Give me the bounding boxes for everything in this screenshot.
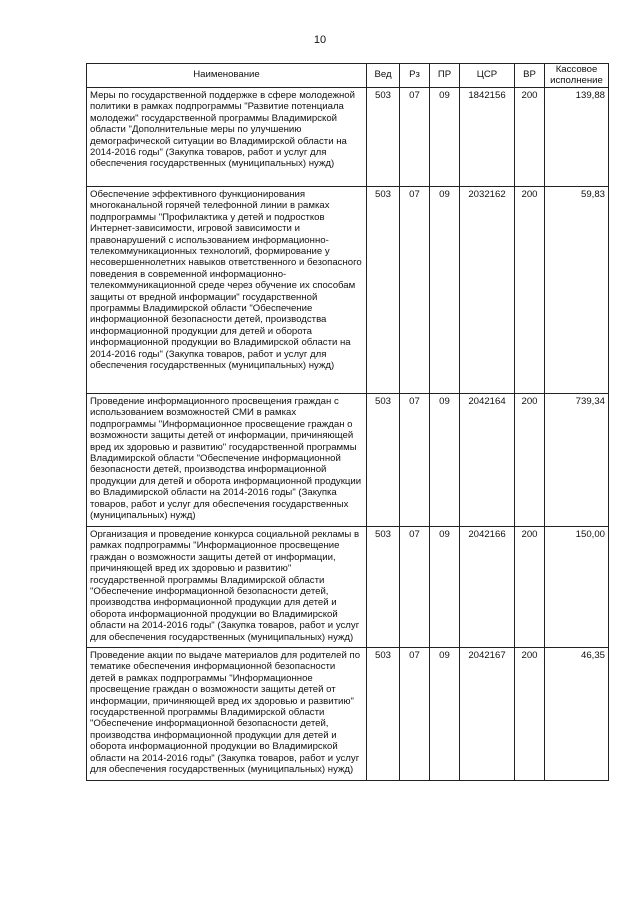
- row-rz: 07: [400, 187, 430, 394]
- row-csr: 2032162: [460, 187, 515, 394]
- row-ved: 503: [367, 648, 400, 781]
- header-ved: Вед: [367, 64, 400, 88]
- row-rz: 07: [400, 648, 430, 781]
- row-csr: 1842156: [460, 88, 515, 187]
- row-pr: 09: [430, 187, 460, 394]
- row-vr: 200: [515, 648, 545, 781]
- row-vr: 200: [515, 394, 545, 527]
- row-vr: 200: [515, 527, 545, 648]
- row-csr: 2042166: [460, 527, 515, 648]
- page-number: 10: [313, 34, 327, 46]
- row-pr: 09: [430, 394, 460, 527]
- table-row: [87, 187, 609, 394]
- header-rz: Рз: [400, 64, 430, 88]
- header-csr: ЦСР: [460, 64, 515, 88]
- row-name: Проведение акции по выдаче материалов для родителей по тематике обеспечения информационной безопасности детей в рамках подпрограммы "Информационное просвещение граждан о возможности защиты детей от информации, причиняющей вред их здоровью и развитию" государственной программы Владимирской области "Обеспечение информационной безопасности детей, производства информационной продукции для детей и оборота информационной продукции во Владимирской области на 2014-2016 годы" (Закупка товаров, работ и услуг для обеспечения государственных (муниципальных) нужд): [87, 648, 367, 781]
- row-pr: 09: [430, 527, 460, 648]
- row-vr: 200: [515, 88, 545, 187]
- row-name: Проведение информационного просвещения граждан с использованием возможностей СМИ в рамках подпрограммы "Информационное просвещение граждан о возможности защиты детей от информации, причиняющей вред их здоровью и развитию" государственной программы Владимирской области "Обеспечение информационной безопасности детей, производства информационной продукции для детей и оборота информационной продукции во Владимирской области на 2014-2016 годы" (Закупка товаров, работ и услуг для обеспечения государственных (муниципальных) нужд): [87, 394, 367, 527]
- row-name: Меры по государственной поддержке в сфере молодежной политики в рамках подпрограммы "Развитие потенциала молодежи" государственной программы Владимирской области "Дополнительные меры по улучшению демографической ситуации во Владимирской области на 2014-2016 годы" (Закупка товаров, работ и услуг для обеспечения государственных (муниципальных) нужд): [87, 88, 367, 187]
- table-row: [87, 394, 609, 527]
- header-pr: ПР: [430, 64, 460, 88]
- row-ved: 503: [367, 88, 400, 187]
- row-vr: 200: [515, 187, 545, 394]
- row-ved: 503: [367, 527, 400, 648]
- row-pr: 09: [430, 88, 460, 187]
- header-vr: ВР: [515, 64, 545, 88]
- row-rz: 07: [400, 527, 430, 648]
- header-name: Наименование: [87, 64, 367, 88]
- row-rz: 07: [400, 88, 430, 187]
- row-ved: 503: [367, 394, 400, 527]
- row-amount: 150,00: [545, 527, 609, 648]
- table-row: [87, 527, 609, 648]
- table-row: [87, 648, 609, 781]
- row-amount: 59,83: [545, 187, 609, 394]
- row-name: Обеспечение эффективного функционирования многоканальной горячей телефонной линии в рамках подпрограммы "Профилактика у детей и подростков Интернет-зависимости, игровой зависимости и правонарушений с использованием информационно-телекоммуникационных технологий, формирование у несовершеннолетних навыков ответственного и безопасного поведения в современной информационно-телекоммуникационной среде через обучение их способам защиты от вредной информации" государственной программы Владимирской области "Обеспечение информационной безопасности детей, производства информационной продукции для детей и оборота информационной продукции во Владимирской области на 2014-2016 годы" (Закупка товаров, работ и услуг для обеспечения государственных (муниципальных) нужд): [87, 187, 367, 394]
- table-row: [87, 88, 609, 187]
- budget-table: [86, 63, 609, 781]
- header-amount: Кассовое исполнение: [545, 64, 609, 88]
- row-name: Организация и проведение конкурса социальной рекламы в рамках подпрограммы "Информационное просвещение граждан о возможности защиты детей от информации, причиняющей вред их здоровью и развитию" государственной программы Владимирской области "Обеспечение информационной безопасности детей, производства информационной продукции для детей и оборота информационной продукции во Владимирской области на 2014-2016 годы" (Закупка товаров, работ и услуг для обеспечения государственных (муниципальных) нужд): [87, 527, 367, 648]
- row-amount: 739,34: [545, 394, 609, 527]
- row-amount: 139,88: [545, 88, 609, 187]
- row-rz: 07: [400, 394, 430, 527]
- row-csr: 2042164: [460, 394, 515, 527]
- row-amount: 46,35: [545, 648, 609, 781]
- row-ved: 503: [367, 187, 400, 394]
- row-pr: 09: [430, 648, 460, 781]
- row-csr: 2042167: [460, 648, 515, 781]
- table-header-row: [87, 64, 609, 88]
